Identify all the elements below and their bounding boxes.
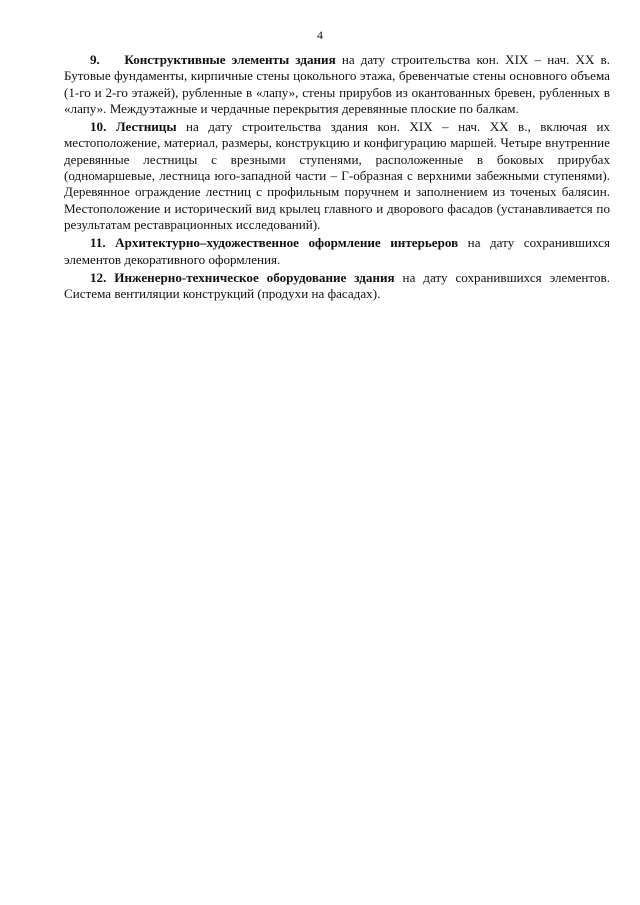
section-text: на дату строительства кон. XIX – нач. XX в. Бутовые фундаменты, кирпичные стены цокольного этажа, бревенчатые стены основного объема (1-го и 2-го этажей), рубленные в «лапу», стены прирубов из окантованных бревен, рубленных в «лапу». Междуэтажные и чердачные перекрытия деревянные плоские по балкам. xyxy=(64,52,610,116)
section-9 xyxy=(64,52,610,117)
section-10 xyxy=(64,119,610,233)
document-body xyxy=(64,52,610,304)
section-12 xyxy=(64,270,610,303)
section-text: на дату сохранившихся элементов. Система вентиляции конструкций (продухи на фасадах). xyxy=(64,269,610,302)
section-heading: Конструктивные элементы здания xyxy=(124,52,336,67)
section-text: на дату сохранившихся элементов декоративного оформления. xyxy=(64,235,610,267)
section-number: 10. xyxy=(90,119,107,135)
section-heading: Лестницы xyxy=(115,119,177,135)
section-number: 12. xyxy=(90,269,107,285)
section-heading: Архитектурно–художественное оформление интерьеров xyxy=(115,235,459,251)
section-text: на дату строительства здания кон. XIX – нач. XX в., включая их местоположение, материал, размеры, конструкцию и конфигурацию маршей. Четыре внутренние деревянные лестницы с врезными ступенями, расположенные в боковых прирубах (одномаршевые, лестница юго-западной части – Г-образная с верхними забежными ступенями). Деревянное ограждение лестниц с профильным поручнем и заполнением из точеных балясин. Местоположение и исторический вид крылец главного и дворового фасадов (устанавливается по результатам реставрационных исследований). xyxy=(64,119,610,232)
section-heading: Инженерно-техническое оборудование здания xyxy=(114,269,395,285)
section-11 xyxy=(64,235,610,268)
section-number: 11. xyxy=(90,235,106,251)
page-number: 4 xyxy=(317,28,323,42)
section-number: 9. xyxy=(90,52,100,67)
